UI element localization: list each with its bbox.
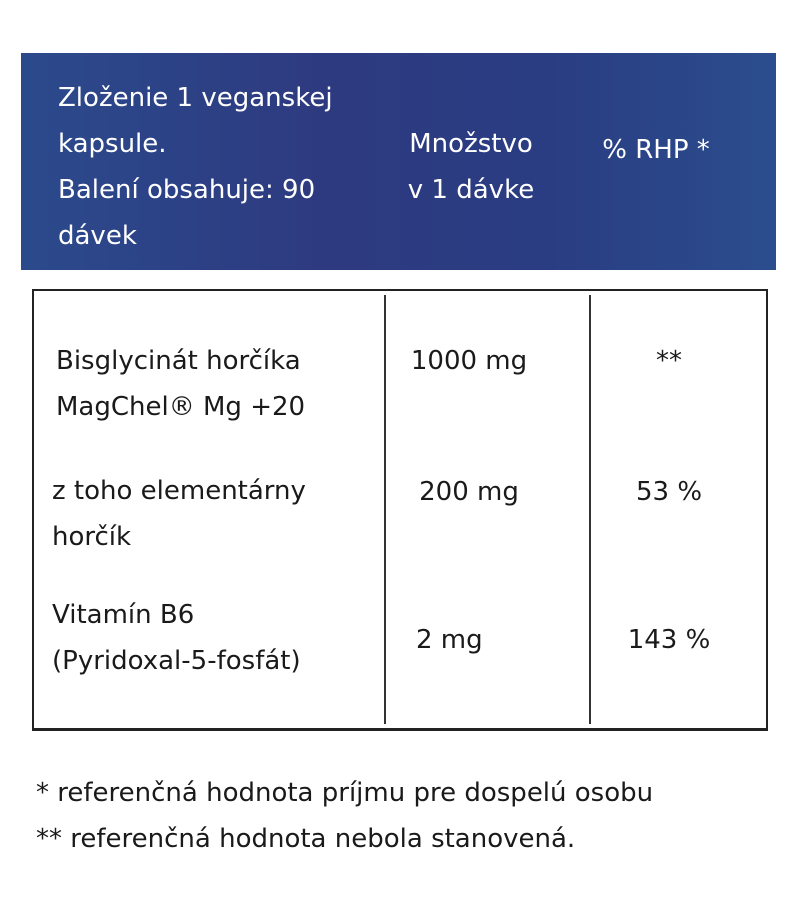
header-amount-line: v 1 dávke — [407, 175, 535, 205]
row-amount: 2 mg — [416, 625, 483, 655]
row-name-line: horčík — [52, 522, 132, 552]
row-name-magnesium-bisglycinate — [56, 338, 305, 430]
footnote-rhp: * referenčná hodnota príjmu pre dospelú osobu — [36, 778, 654, 808]
row-name-line: z toho elementárny — [52, 476, 306, 506]
column-divider — [384, 295, 386, 724]
row-name-line: Vitamín B6 — [52, 600, 195, 630]
footnote-not-set: ** referenčná hodnota nebola stanovená. — [36, 824, 576, 854]
header-composition-line: Zloženie 1 veganskej — [58, 83, 333, 113]
row-rhp: 53 % — [635, 477, 703, 507]
footnotes — [36, 770, 653, 862]
header-composition-line: Balení obsahuje: 90 — [58, 175, 316, 205]
header-composition-label — [58, 75, 368, 259]
row-name-line: Bisglycinát horčíka — [56, 346, 301, 376]
header-composition-line: dávek — [58, 221, 137, 251]
table-header — [21, 53, 776, 270]
header-rhp-label: % RHP * — [602, 135, 710, 165]
header-amount-label — [391, 121, 551, 213]
column-divider — [589, 295, 591, 724]
row-name-line: MagChel® Mg +20 — [56, 392, 306, 422]
row-name-elemental-magnesium — [52, 468, 306, 560]
row-name-line: (Pyridoxal-5-fosfát) — [52, 646, 301, 676]
nutrition-table — [32, 289, 768, 731]
row-rhp: ** — [656, 346, 682, 376]
header-amount-line: Množstvo — [409, 129, 533, 159]
row-name-vitamin-b6 — [52, 592, 301, 684]
header-composition-line: kapsule. — [58, 129, 167, 159]
row-amount: 200 mg — [419, 477, 519, 507]
row-rhp: 143 % — [627, 625, 711, 655]
row-amount: 1000 mg — [410, 346, 528, 376]
